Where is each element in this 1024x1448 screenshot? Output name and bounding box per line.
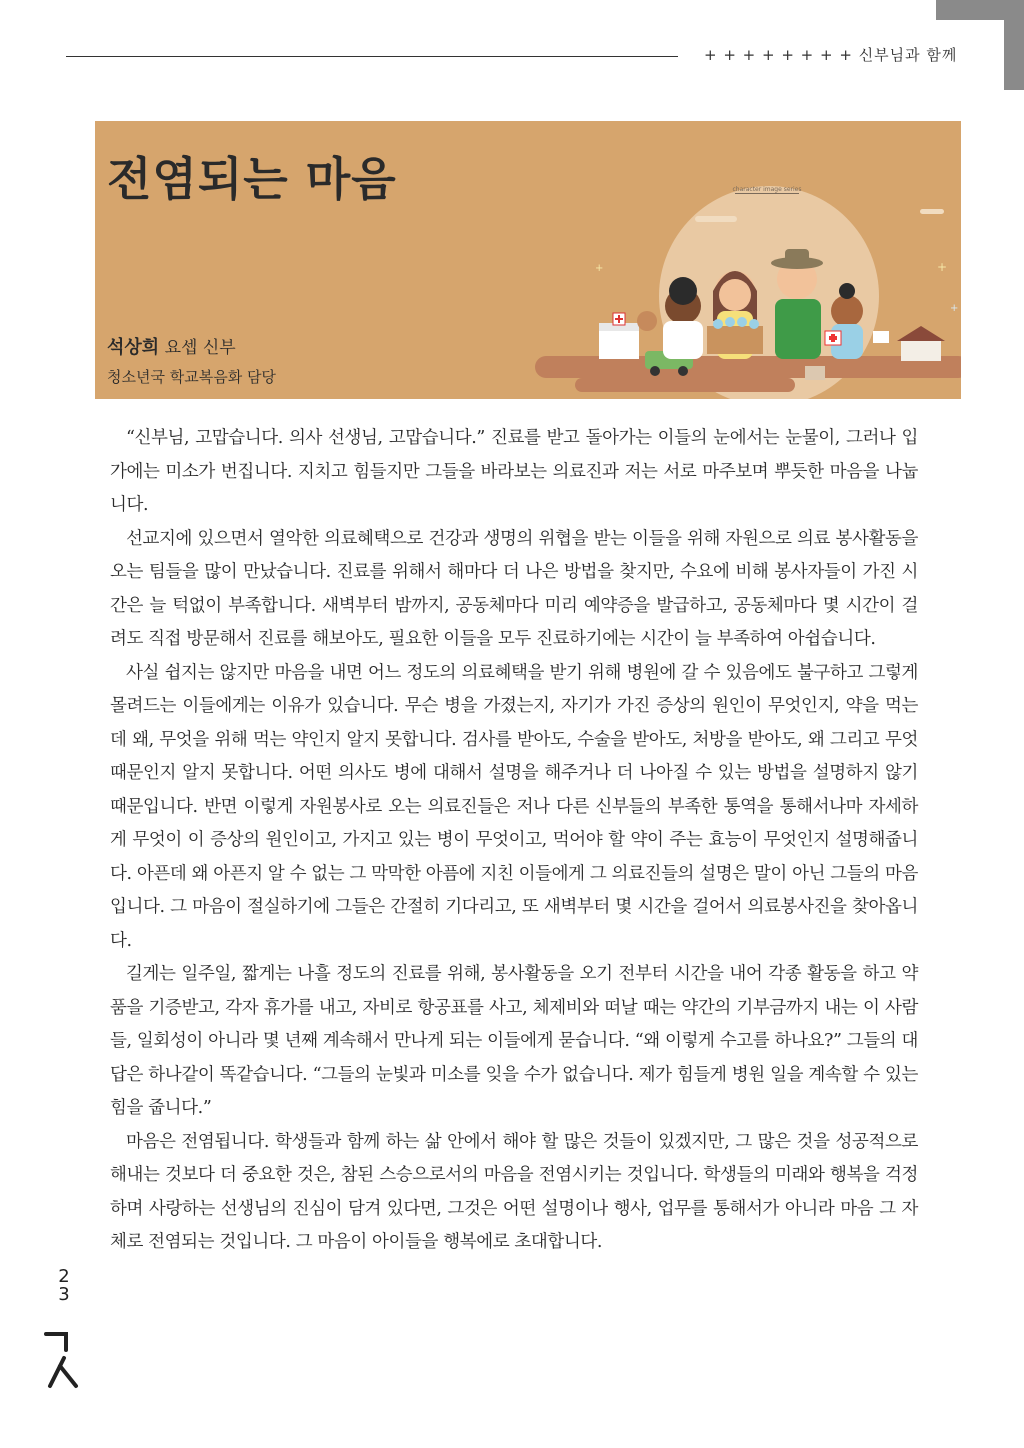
paragraph: 길게는 일주일, 짧게는 나흘 정도의 진료를 위해, 봉사활동을 오기 전부터 시간을 내어 각종 활동을 하고 약품을 기증받고, 각자 휴가를 내고, 자비로 항공표를 사고, 체제비와 떠날 때는 약간의 기부금까지 내는 이 사람들, 일회성이 아니라 몇 년째 계속해서 만나게 되는 이들에게 묻습니다. “왜 이렇게 수고를 하나요?” 그들의 대답은 하나같이 똑같습니다. “그들의 눈빛과 미소를 잊을 수가 없습니다. 제가 힘들게 병원 일을 계속할 수 있는 힘을 줍니다.” [110,964,918,1118]
house [901,341,941,361]
author-role: 청소년국 학교복음화 담당 [107,368,276,386]
page-number-digit: 2 [58,1266,70,1287]
caption-rule [735,193,799,194]
sparkle-2: + [950,303,959,314]
person-3-body [775,299,821,359]
paragraph: 선교지에 있으면서 열악한 의료혜택으로 건강과 생명의 위협을 받는 이들을 위해 자원으로 의료 봉사활동을 오는 팀들을 많이 만났습니다. 진료를 위해서 해마다 더 나은 방법을 찾지만, 수요에 비해 봉사자들이 가진 시간은 늘 턱없이 부족합니다. 새벽부터 밤까지, 공동체마다 미리 예약증을 발급하고, 공동체마다 몇 시간이 걸려도 직접 방문해서 진료를 해보아도, 필요한 이들을 모두 진료하기에는 시간이 늘 부족하여 아쉽습니다. [110,528,918,649]
page-number-digit: 3 [58,1284,70,1305]
volunteers-illustration [535,181,961,399]
sign-board [873,331,889,343]
ground-platform-2 [575,378,795,392]
corner-tab-side [1004,0,1024,90]
title-banner [95,121,961,399]
author-name: 석상희 [107,337,160,358]
header-rule [66,56,678,57]
baby [637,311,657,331]
illustration-caption: character image series [732,186,802,193]
korean-glyph-logo-icon [40,1328,84,1390]
person-1-body [663,321,703,359]
section-label: + + + + + + + + 신부님과 함께 [704,46,958,64]
paragraph: 사실 쉽지는 않지만 마음을 내면 어느 정도의 의료혜택을 받기 위해 병원에 갈 수 있음에도 불구하고 그렇게 몰려드는 이들에게는 이유가 있습니다. 무슨 병을 가졌는지, 자기가 가진 증상의 원인이 무엇인지, 약을 먹는데 왜, 무엇을 위해 먹는 약인지 알지 못합니다. 검사를 받아도, 수술을 받아도, 처방을 받아도, 왜 그리고 무엇 때문인지 알지 못합니다. 어떤 의사도 병에 대해서 설명을 해주거나 더 나아질 수 있는 방법을 설명하지 않기 때문입니다. 반면 이렇게 자원봉사로 오는 의료진들은 저나 다른 신부들의 부족한 통역을 통해서나마 자세하게 무엇이 이 증상의 원인이고, 가지고 있는 병이 무엇이고, 먹어야 할 약이 주는 효능이 무엇인지 설명해줍니다. 아픈데 왜 아픈지 알 수 없는 그 막막한 아픔에 지친 이들에게 그 의료진들의 설명은 말이 아닌 그들의 마음입니다. 그 마음이 절실하기에 그들은 간절히 기다리고, 또 새벽부터 몇 시간을 걸어서 의료봉사진을 찾아옵니다. [110,662,918,951]
paragraph: “신부님, 고맙습니다. 의사 선생님, 고맙습니다.” 진료를 받고 돌아가는 이들의 눈에서는 눈물이, 그러나 입가에는 미소가 번집니다. 지치고 힘들지만 그들을 바라보는 의료진과 저는 서로 마주보며 뿌듯한 마음을 나눕니다. [110,428,918,515]
ground-platform [535,356,961,378]
article-body [110,422,918,1260]
sparkle-3: + [595,263,604,274]
cloud-1 [695,216,737,222]
supply-box [805,366,825,380]
clinic-building [599,329,639,359]
sparkle-1: + [937,260,948,274]
article-title: 전염되는 마음 [107,152,397,206]
author-line [107,333,236,359]
page-number [52,1268,76,1304]
paragraph: 마음은 전염됩니다. 학생들과 함께 하는 삶 안에서 해야 할 많은 것들이 있겠지만, 그 많은 것을 성공적으로 해내는 것보다 더 중요한 것은, 참된 스승으로서의 마음을 전염시키는 것입니다. 학생들의 미래와 행복을 걱정하며 사랑하는 선생님의 진심이 담겨 있다면, 그것은 어떤 설명이나 행사, 업무를 통해서가 아니라 마음 그 자체로 전염되는 것입니다. 그 마음이 아이들을 행복에로 초대합니다. [110,1131,918,1252]
cloud-2 [920,209,944,214]
author-title: 요셉 신부 [164,338,236,358]
donation-box [707,326,763,354]
person-4-face [831,295,863,327]
